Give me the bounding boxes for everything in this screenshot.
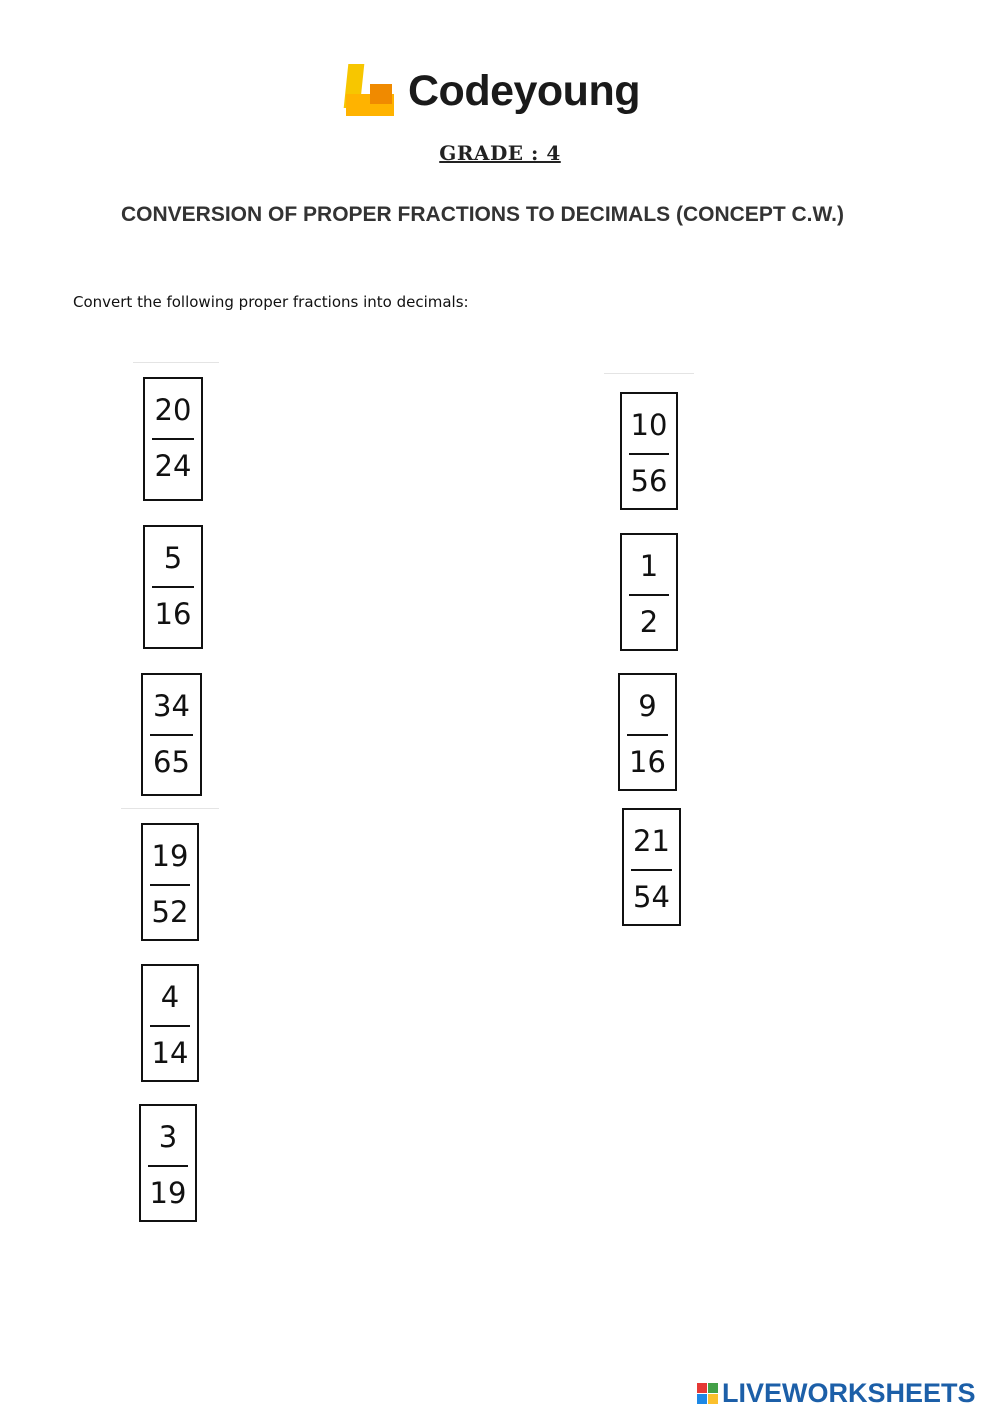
liveworksheets-blocks-icon — [697, 1383, 718, 1404]
fraction-denominator: 19 — [149, 1176, 187, 1210]
codeyoung-logo-mark-icon — [344, 64, 396, 118]
fraction-denominator: 65 — [153, 745, 190, 779]
fraction-bar — [629, 453, 669, 455]
fraction-bar — [627, 734, 668, 736]
fraction-numerator: 20 — [154, 393, 192, 427]
fraction-bar — [152, 438, 194, 440]
fraction-denominator: 16 — [629, 745, 666, 779]
fraction-box — [141, 673, 202, 796]
grade-heading: GRADE : 4 — [439, 141, 561, 165]
fraction-box — [143, 377, 203, 501]
divider — [121, 808, 219, 809]
liveworksheets-logo — [697, 1378, 976, 1409]
fraction-bar — [631, 869, 672, 871]
fraction-denominator: 16 — [154, 597, 192, 631]
fraction-denominator: 54 — [633, 880, 670, 914]
fraction-box — [139, 1104, 197, 1222]
fraction-box — [618, 673, 677, 791]
divider — [133, 362, 219, 363]
codeyoung-logo — [344, 62, 640, 120]
fraction-numerator: 21 — [633, 824, 670, 858]
fraction-box — [143, 525, 203, 649]
block-icon — [697, 1383, 707, 1393]
fraction-bar — [150, 1025, 190, 1027]
liveworksheets-logo-text: LIVEWORKSHEETS — [722, 1378, 976, 1408]
fraction-numerator: 9 — [638, 689, 657, 723]
fraction-bar — [152, 586, 194, 588]
codeyoung-logo-text: Codeyoung — [408, 66, 640, 115]
fraction-numerator: 3 — [158, 1120, 178, 1154]
fraction-numerator: 34 — [153, 689, 190, 723]
fraction-box — [620, 392, 678, 510]
block-icon — [708, 1394, 718, 1404]
fraction-bar — [150, 884, 190, 886]
fraction-bar — [148, 1165, 188, 1167]
fraction-bar — [629, 594, 669, 596]
fraction-numerator: 1 — [639, 549, 659, 583]
fraction-numerator: 5 — [163, 541, 183, 575]
fraction-denominator: 24 — [154, 449, 192, 483]
fraction-denominator: 2 — [639, 605, 659, 639]
fraction-bar — [150, 734, 193, 736]
fraction-denominator: 56 — [630, 464, 668, 498]
fraction-box — [620, 533, 678, 651]
instruction-text: Convert the following proper fractions into decimals: — [73, 293, 469, 311]
worksheet-title: CONVERSION OF PROPER FRACTIONS TO DECIMALS (CONCEPT C.W.) — [121, 203, 844, 226]
fraction-denominator: 52 — [151, 895, 189, 929]
block-icon — [708, 1383, 718, 1393]
fraction-box — [141, 823, 199, 941]
fraction-denominator: 14 — [151, 1036, 189, 1070]
fraction-numerator: 10 — [630, 408, 668, 442]
divider — [604, 373, 694, 374]
fraction-numerator: 19 — [151, 839, 189, 873]
fraction-box — [622, 808, 681, 926]
fraction-numerator: 4 — [160, 980, 180, 1014]
fraction-box — [141, 964, 199, 1082]
block-icon — [697, 1394, 707, 1404]
